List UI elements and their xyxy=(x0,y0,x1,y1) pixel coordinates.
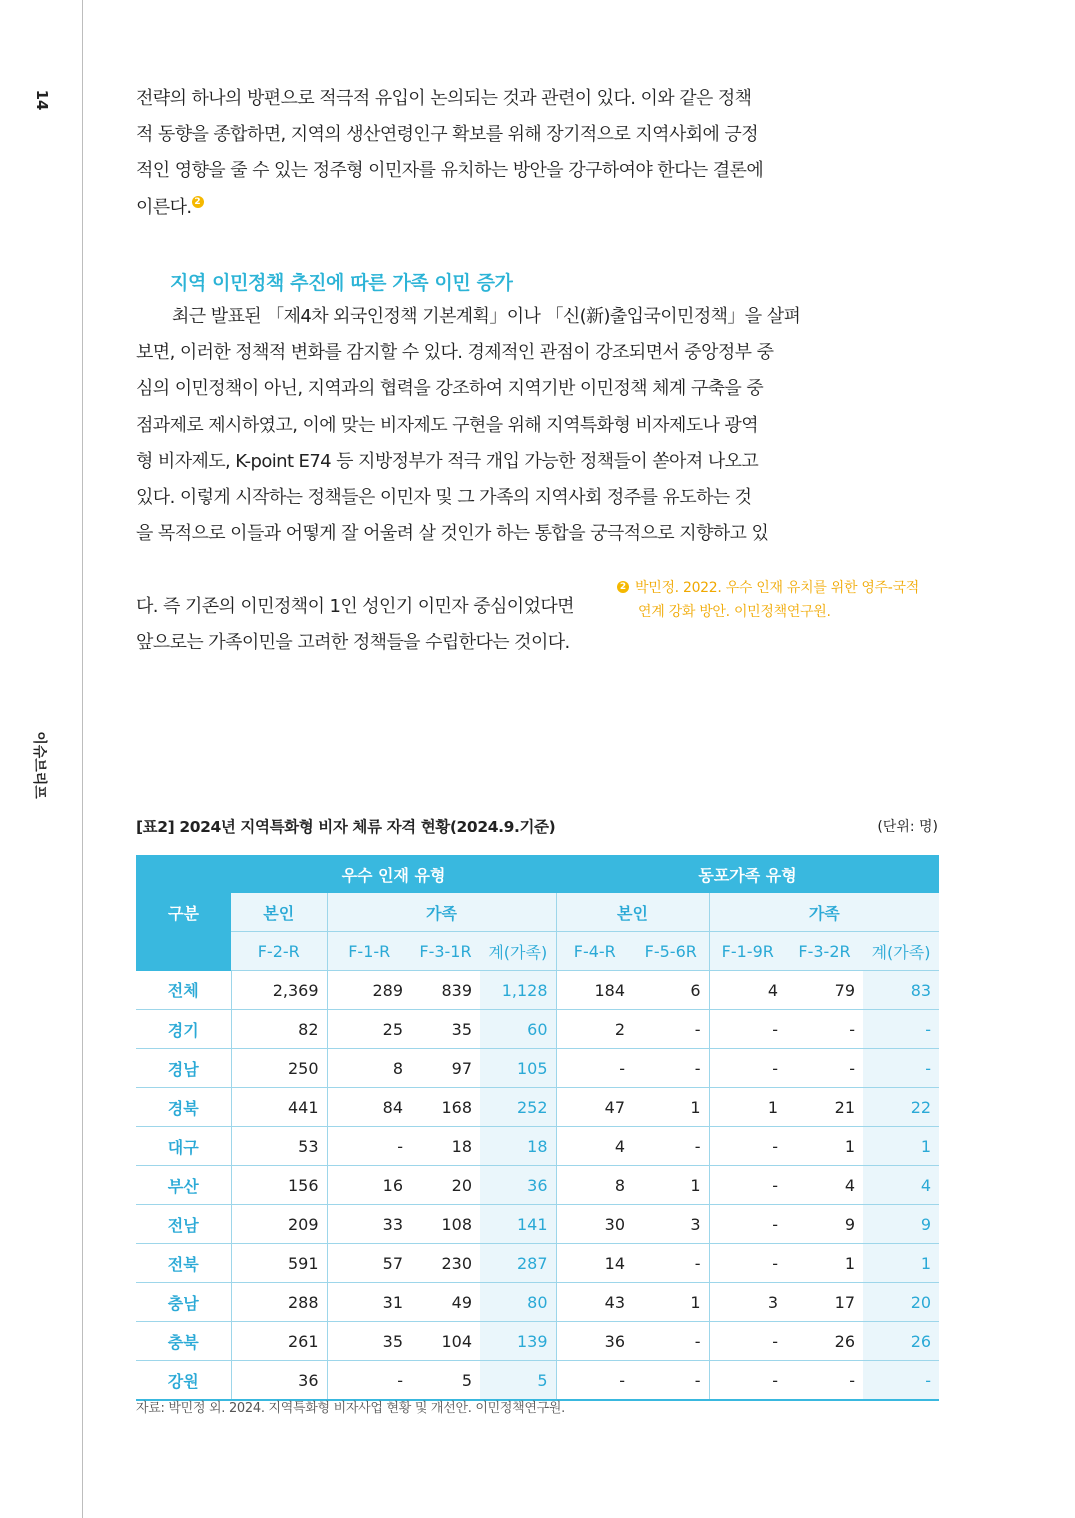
table-cell: 33 xyxy=(327,1205,411,1244)
table-cell: 26 xyxy=(863,1322,939,1361)
table-row xyxy=(136,1205,939,1244)
table-cell: - xyxy=(633,1322,709,1361)
table-cell: 184 xyxy=(556,971,633,1010)
table-cell: - xyxy=(633,1010,709,1049)
table-cell: - xyxy=(709,1244,786,1283)
table-row xyxy=(136,971,939,1010)
table-cell: 141 xyxy=(480,1205,556,1244)
footnote-line-1: 박민정. 2022. 우수 인재 유치를 위한 영주-국적 xyxy=(635,580,919,596)
footnote-marker[interactable]: 2 xyxy=(192,196,204,208)
table-cell: 4 xyxy=(786,1166,863,1205)
text-line: 적 동향을 종합하면, 지역의 생산연령인구 확보를 위해 장기적으로 지역사회에 긍정 xyxy=(136,124,759,146)
text-line: 형 비자제도, K-point E74 등 지방정부가 적극 개입 가능한 정책들이 쏟아져 나오고 xyxy=(136,450,759,472)
table-row xyxy=(136,1166,939,1205)
table-cell: 6 xyxy=(633,971,709,1010)
header-self-1: 본인 xyxy=(231,893,327,932)
header-group-family: 동포가족 유형 xyxy=(556,855,939,893)
table-cell: 57 xyxy=(327,1244,411,1283)
table-cell: 18 xyxy=(480,1127,556,1166)
table-cell: - xyxy=(327,1361,411,1401)
visa-status-table xyxy=(136,855,939,1401)
header-family-2: 가족 xyxy=(709,893,939,932)
table-cell: 839 xyxy=(411,971,480,1010)
paragraph-2 xyxy=(136,299,801,552)
text-line: 전략의 하나의 방편으로 적극적 유입이 논의되는 것과 관련이 있다. 이와 같은 정책 xyxy=(136,88,752,109)
table-cell: 26 xyxy=(786,1322,863,1361)
margin-divider xyxy=(82,0,83,1518)
text-line: 적인 영향을 줄 수 있는 정주형 이민자를 유치하는 방안을 강구하여야 한다는 결론에 xyxy=(136,160,764,182)
table-cell: - xyxy=(786,1361,863,1401)
table-cell: 9 xyxy=(863,1205,939,1244)
row-region: 전체 xyxy=(136,971,231,1010)
section-heading: 지역 이민정책 추진에 따른 가족 이민 증가 xyxy=(170,272,513,294)
section-side-label: 이슈브리프 xyxy=(31,731,47,799)
table-cell: 82 xyxy=(231,1010,327,1049)
table-row xyxy=(136,1127,939,1166)
table-cell: - xyxy=(556,1049,633,1088)
paragraph-1 xyxy=(136,81,796,226)
table-cell: 20 xyxy=(411,1166,480,1205)
table-source: 자료: 박민정 외. 2024. 지역특화형 비자사업 현황 및 개선안. 이민정책연구원. xyxy=(136,1401,566,1416)
table-row xyxy=(136,1049,939,1088)
table-row xyxy=(136,1244,939,1283)
table-cell: 9 xyxy=(786,1205,863,1244)
table-cell: 14 xyxy=(556,1244,633,1283)
table-cell: - xyxy=(709,1010,786,1049)
table-cell: 287 xyxy=(480,1244,556,1283)
text-line-end: 이른다. xyxy=(136,196,192,218)
table-cell: 168 xyxy=(411,1088,480,1127)
table-cell: 1 xyxy=(633,1283,709,1322)
table-cell: - xyxy=(786,1010,863,1049)
table-cell: 4 xyxy=(709,971,786,1010)
header-self-2: 본인 xyxy=(556,893,709,932)
header-gubun: 구분 xyxy=(136,855,231,971)
table-cell: 105 xyxy=(480,1049,556,1088)
table-cell: 5 xyxy=(411,1361,480,1401)
table-cell: 261 xyxy=(231,1322,327,1361)
table-cell: 5 xyxy=(480,1361,556,1401)
table-cell: - xyxy=(863,1361,939,1401)
table-cell: 47 xyxy=(556,1088,633,1127)
table-cell: - xyxy=(556,1361,633,1401)
table-cell: 8 xyxy=(556,1166,633,1205)
table-cell: - xyxy=(786,1049,863,1088)
paragraph-2-end xyxy=(136,589,606,661)
table-cell: 591 xyxy=(231,1244,327,1283)
text-line: 다. 즉 기존의 이민정책이 1인 성인기 이민자 중심이었다면 xyxy=(136,596,574,617)
footnote-line-2: 연계 강화 방안. 이민정책연구원. xyxy=(638,604,831,620)
table-cell: 31 xyxy=(327,1283,411,1322)
table-cell: 441 xyxy=(231,1088,327,1127)
table-cell: 83 xyxy=(863,971,939,1010)
header-group-talent: 우수 인재 유형 xyxy=(231,855,556,893)
table-cell: 60 xyxy=(480,1010,556,1049)
header-code: F-4-R xyxy=(556,932,633,971)
table-cell: - xyxy=(327,1127,411,1166)
table-cell: 1 xyxy=(633,1166,709,1205)
table-cell: 4 xyxy=(556,1127,633,1166)
table-cell: 20 xyxy=(863,1283,939,1322)
table-row xyxy=(136,1283,939,1322)
row-region: 경기 xyxy=(136,1010,231,1049)
table-cell: - xyxy=(633,1361,709,1401)
table-cell: - xyxy=(709,1127,786,1166)
table-cell: 17 xyxy=(786,1283,863,1322)
table-cell: 30 xyxy=(556,1205,633,1244)
page-number: 14 xyxy=(33,89,51,111)
table-cell: 2 xyxy=(556,1010,633,1049)
row-region: 부산 xyxy=(136,1166,231,1205)
table-title: [표2] 2024년 지역특화형 비자 체류 자격 현황(2024.9.기준) xyxy=(136,818,556,836)
table-cell: 230 xyxy=(411,1244,480,1283)
table-cell: 288 xyxy=(231,1283,327,1322)
table-cell: 1 xyxy=(709,1088,786,1127)
header-code: F-1-9R xyxy=(709,932,786,971)
text-line: 심의 이민정책이 아닌, 지역과의 협력을 강조하여 지역기반 이민정책 체계 구축을 중 xyxy=(136,378,764,400)
table-cell: 8 xyxy=(327,1049,411,1088)
table-row xyxy=(136,1088,939,1127)
text-line: 을 목적으로 이들과 어떻게 잘 어울려 살 것인가 하는 통합을 궁극적으로 지향하고 있 xyxy=(136,523,769,545)
text-line xyxy=(136,190,796,226)
table-row xyxy=(136,1361,939,1401)
table-cell: 2,369 xyxy=(231,971,327,1010)
table-cell: 250 xyxy=(231,1049,327,1088)
table-cell: 36 xyxy=(556,1322,633,1361)
table-cell: 252 xyxy=(480,1088,556,1127)
table-cell: - xyxy=(863,1049,939,1088)
table-cell: 1 xyxy=(863,1244,939,1283)
table-cell: 3 xyxy=(709,1283,786,1322)
table-cell: 18 xyxy=(411,1127,480,1166)
footnote xyxy=(617,576,947,624)
table-cell: 80 xyxy=(480,1283,556,1322)
table-cell: - xyxy=(709,1322,786,1361)
table-cell: 4 xyxy=(863,1166,939,1205)
table-cell: - xyxy=(633,1244,709,1283)
table-cell: 3 xyxy=(633,1205,709,1244)
table-row xyxy=(136,1010,939,1049)
table-cell: 16 xyxy=(327,1166,411,1205)
table-cell: 1 xyxy=(633,1088,709,1127)
row-region: 전남 xyxy=(136,1205,231,1244)
table-cell: 35 xyxy=(327,1322,411,1361)
text-line: 앞으로는 가족이민을 고려한 정책들을 수립한다는 것이다. xyxy=(136,632,570,654)
footnote-marker-icon: 2 xyxy=(617,581,629,593)
text-line: 있다. 이렇게 시작하는 정책들은 이민자 및 그 가족의 지역사회 정주를 유도하는 것 xyxy=(136,487,752,509)
table-body xyxy=(136,971,939,1401)
table-cell: 97 xyxy=(411,1049,480,1088)
table-cell: - xyxy=(633,1049,709,1088)
table-cell: 139 xyxy=(480,1322,556,1361)
header-code: F-2-R xyxy=(231,932,327,971)
table-cell: 53 xyxy=(231,1127,327,1166)
header-code: F-3-2R xyxy=(786,932,863,971)
table-cell: 36 xyxy=(231,1361,327,1401)
table-cell: 1 xyxy=(786,1244,863,1283)
row-region: 대구 xyxy=(136,1127,231,1166)
table-unit: (단위: 명) xyxy=(877,819,938,835)
row-region: 전북 xyxy=(136,1244,231,1283)
table-cell: 84 xyxy=(327,1088,411,1127)
table-cell: 1 xyxy=(786,1127,863,1166)
table-cell: 1 xyxy=(863,1127,939,1166)
row-region: 강원 xyxy=(136,1361,231,1401)
table-cell: - xyxy=(633,1127,709,1166)
table-cell: 43 xyxy=(556,1283,633,1322)
header-code: F-1-R xyxy=(327,932,411,971)
table-cell: 49 xyxy=(411,1283,480,1322)
row-region: 경북 xyxy=(136,1088,231,1127)
table-cell: 108 xyxy=(411,1205,480,1244)
table-cell: 104 xyxy=(411,1322,480,1361)
table-cell: 25 xyxy=(327,1010,411,1049)
row-region: 충남 xyxy=(136,1283,231,1322)
table-cell: 21 xyxy=(786,1088,863,1127)
header-code: F-5-6R xyxy=(633,932,709,971)
row-region: 경남 xyxy=(136,1049,231,1088)
text-line: 최근 발표된 「제4차 외국인정책 기본계획」이나 「신(新)출입국이민정책」을 살펴 xyxy=(172,306,801,327)
table-cell: - xyxy=(709,1166,786,1205)
header-code: F-3-1R xyxy=(411,932,480,971)
text-line: 점과제로 제시하였고, 이에 맞는 비자제도 구현을 위해 지역특화형 비자제도나 광역 xyxy=(136,414,759,436)
table-cell: - xyxy=(709,1049,786,1088)
row-region: 충북 xyxy=(136,1322,231,1361)
table-cell: 79 xyxy=(786,971,863,1010)
header-code: 계(가족) xyxy=(863,932,939,971)
table-cell: 22 xyxy=(863,1088,939,1127)
table-cell: 36 xyxy=(480,1166,556,1205)
table-cell: 35 xyxy=(411,1010,480,1049)
table-cell: 156 xyxy=(231,1166,327,1205)
table-row xyxy=(136,1322,939,1361)
table-cell: 289 xyxy=(327,971,411,1010)
header-family-1: 가족 xyxy=(327,893,556,932)
table-cell: 1,128 xyxy=(480,971,556,1010)
text-line: 보면, 이러한 정책적 변화를 감지할 수 있다. 경제적인 관점이 강조되면서 중앙정부 중 xyxy=(136,342,774,364)
table-cell: - xyxy=(709,1361,786,1401)
table-cell: - xyxy=(863,1010,939,1049)
header-code: 계(가족) xyxy=(480,932,556,971)
table-cell: - xyxy=(709,1205,786,1244)
table-cell: 209 xyxy=(231,1205,327,1244)
